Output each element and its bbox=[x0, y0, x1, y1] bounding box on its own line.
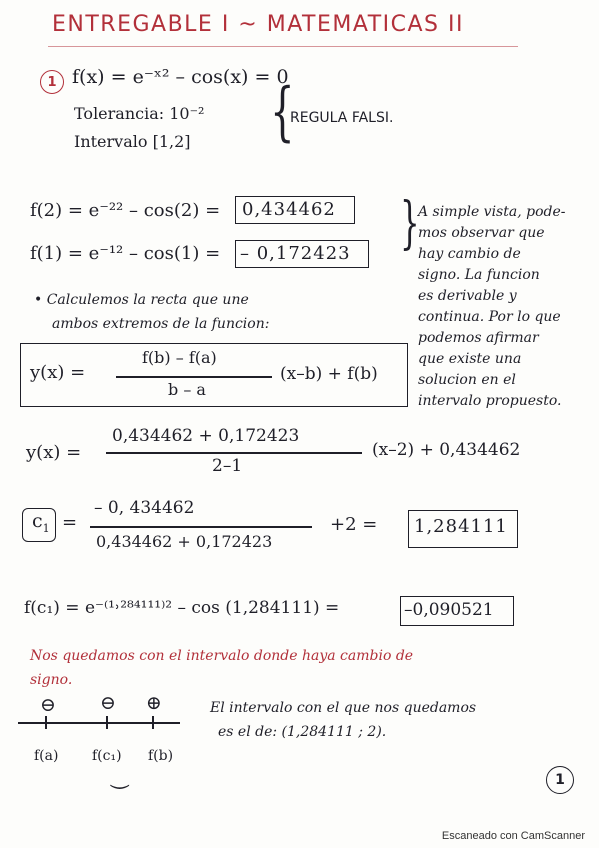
c1-label bbox=[32, 510, 50, 535]
sign-a: ⊖ bbox=[40, 694, 56, 716]
title-underline bbox=[48, 46, 518, 47]
number-line bbox=[18, 722, 180, 724]
interval-brace-mark: ⏝ bbox=[110, 764, 130, 788]
substitution-fraction-bar bbox=[106, 452, 362, 454]
secant-fraction-bar bbox=[116, 376, 272, 378]
c1-label-subscript: 1 bbox=[42, 521, 50, 535]
problem-number: 1 bbox=[40, 70, 64, 94]
label-fc1: f(c₁) bbox=[92, 748, 122, 764]
side-note-line: A simple vista, pode- bbox=[418, 204, 566, 220]
side-note-line: solucion en el bbox=[418, 372, 516, 388]
c1-fraction-bar bbox=[90, 526, 312, 528]
page-title: ENTREGABLE I ~ MATEMATICAS II bbox=[52, 12, 464, 37]
c1-value: 1,284111 bbox=[414, 516, 508, 537]
sign-c1: ⊖ bbox=[100, 692, 116, 714]
method-label: REGULA FALSI. bbox=[290, 110, 394, 126]
method-brace: { bbox=[270, 75, 295, 149]
f1-expression: f(1) = e⁻¹² – cos(1) = bbox=[30, 243, 221, 264]
side-note-line: podemos afirmar bbox=[418, 330, 539, 346]
label-fa: f(a) bbox=[34, 748, 59, 764]
secant-numerator: f(b) – f(a) bbox=[142, 348, 217, 367]
c1-equals: = bbox=[62, 512, 78, 533]
fc1-expression: f(c₁) = e⁻⁽¹˒²⁸⁴¹¹¹⁾² – cos (1,284111) = bbox=[24, 598, 340, 618]
fc1-value: –0,090521 bbox=[404, 600, 494, 620]
interval-note-2: es el de: (1,284111 ; 2). bbox=[218, 724, 387, 740]
side-note-line: hay cambio de bbox=[418, 246, 521, 262]
f2-expression: f(2) = e⁻²² – cos(2) = bbox=[30, 200, 221, 221]
f2-value: 0,434462 bbox=[242, 199, 336, 220]
substitution-numerator: 0,434462 + 0,172423 bbox=[112, 426, 300, 446]
tolerance-line: Tolerancia: 10⁻² bbox=[74, 104, 205, 123]
scanner-watermark: Escaneado con CamScanner bbox=[441, 830, 585, 842]
c1-label-letter: c bbox=[32, 510, 43, 532]
page-number: 1 bbox=[546, 766, 574, 794]
c1-numerator: – 0, 434462 bbox=[94, 498, 195, 518]
substitution-tail: (x–2) + 0,434462 bbox=[372, 440, 521, 460]
substitution-denominator: 2–1 bbox=[212, 456, 243, 476]
side-note-line: que existe una bbox=[418, 351, 522, 367]
conclusion-line-1: Nos quedamos con el intervalo donde haya cambio de bbox=[30, 648, 414, 664]
side-note bbox=[418, 202, 566, 412]
secant-intro-2: ambos extremos de la funcion: bbox=[52, 316, 270, 332]
secant-denominator: b – a bbox=[168, 380, 206, 399]
secant-intro-1: • Calculemos la recta que une bbox=[34, 292, 249, 308]
problem-equation: f(x) = e⁻ˣ² – cos(x) = 0 bbox=[72, 66, 289, 88]
interval-line: Intervalo [1,2] bbox=[74, 132, 191, 151]
f1-value: – 0,172423 bbox=[240, 243, 351, 264]
sign-b: ⊕ bbox=[146, 692, 162, 714]
interval-note-1: El intervalo con el que nos quedamos bbox=[210, 700, 477, 716]
substitution-lhs: y(x) = bbox=[26, 442, 82, 463]
side-note-line: signo. La funcion bbox=[418, 267, 540, 283]
side-note-line: mos observar que bbox=[418, 225, 545, 241]
number-line-tick bbox=[152, 716, 154, 729]
side-note-line: es derivable y bbox=[418, 288, 517, 304]
secant-lhs: y(x) = bbox=[30, 362, 86, 383]
side-note-line: continua. Por lo que bbox=[418, 309, 561, 325]
c1-denominator: 0,434462 + 0,172423 bbox=[96, 532, 273, 551]
side-note-brace: } bbox=[400, 191, 420, 256]
secant-tail: (x–b) + f(b) bbox=[280, 364, 378, 384]
side-note-line: intervalo propuesto. bbox=[418, 393, 562, 409]
conclusion-line-2: signo. bbox=[30, 672, 73, 688]
label-fb: f(b) bbox=[148, 748, 174, 764]
number-line-tick bbox=[45, 716, 47, 729]
number-line-tick bbox=[106, 716, 108, 729]
c1-tail: +2 = bbox=[330, 514, 378, 535]
